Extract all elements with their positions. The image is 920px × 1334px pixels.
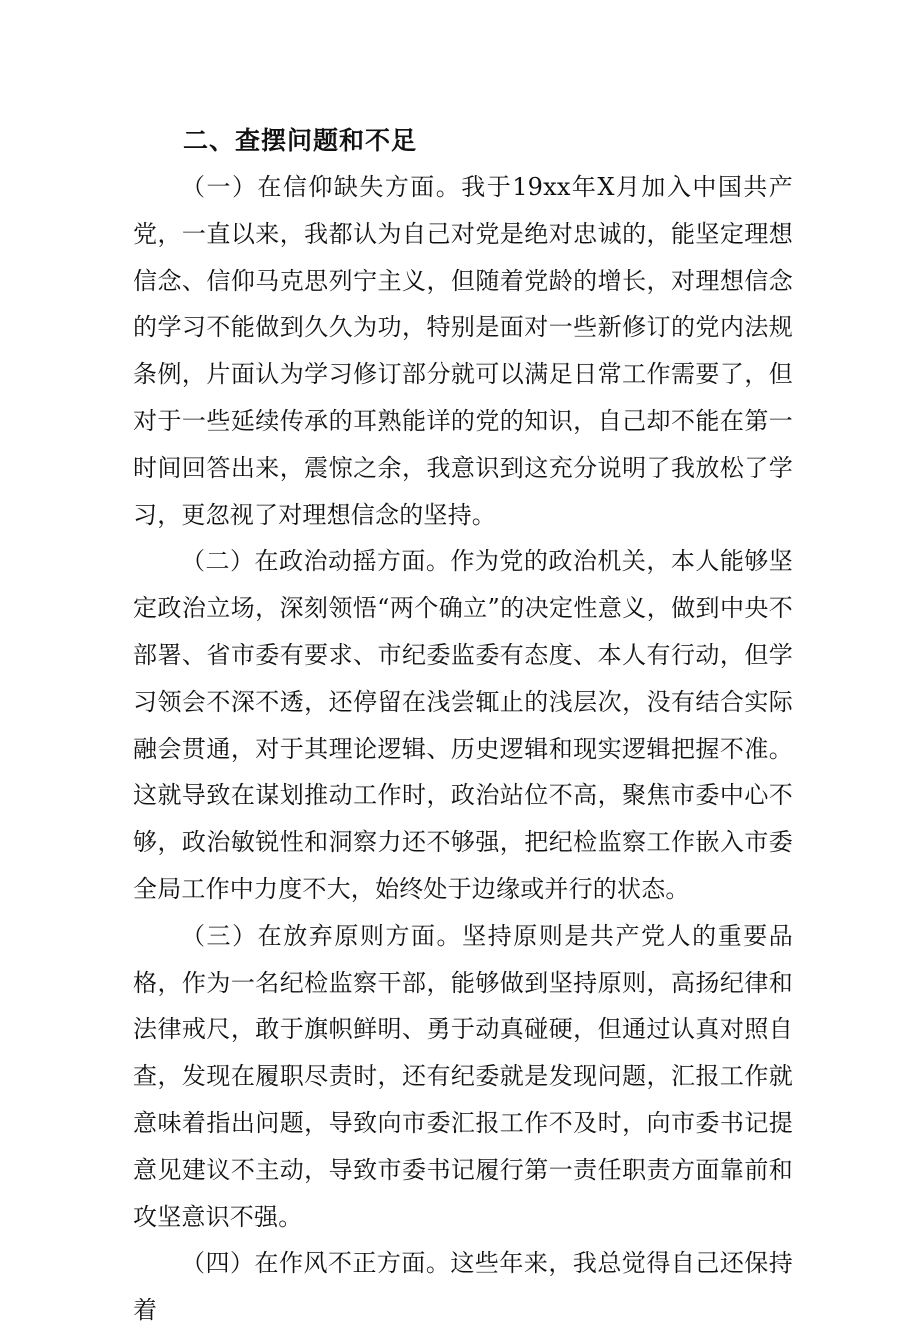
section-heading: 二、查摆问题和不足 — [183, 126, 418, 155]
paragraph-principle: （三）在放弃原则方面。坚持原则是共产党人的重要品格，作为一名纪检监察干部，能够做到坚持原则，高扬纪律和法律戒尺，敢于旗帜鲜明、勇于动真碰硬，但通过认真对照自查，发现在履职尽责时，还有纪委就是发现问题，汇报工作就意味着指出问题，导致向市委汇报工作不及时，向市委书记提意见建议不主动，导致市委书记履行第一责任职责方面靠前和攻坚意识不强。 — [133, 921, 793, 1231]
paragraph-faith: （一）在信仰缺失方面。我于19xx年X月加入中国共产党，一直以来，我都认为自己对党是绝对忠诚的，能坚定理想信念、信仰马克思列宁主义，但随着党龄的增长，对理想信念的学习不能做到久久为功，特别是面对一些新修订的党内法规条例，片面认为学习修订部分就可以满足日常工作需要了，但对于一些延续传承的耳熟能详的党的知识，自己却不能在第一时间回答出来，震惊之余，我意识到这充分说明了我放松了学习，更忽视了对理想信念的坚持。 — [133, 173, 793, 529]
document-body — [133, 118, 793, 1334]
paragraph-political: （二）在政治动摇方面。作为党的政治机关，本人能够坚定政治立场，深刻领悟“两个确立”的决定性意义，做到中央不部署、省市委有要求、市纪委监委有态度、本人有行动，但学习领会不深不透，还停留在浅尝辄止的浅层次，没有结合实际融会贯通，对于其理论逻辑、历史逻辑和现实逻辑把握不准。这就导致在谋划推动工作时，政治站位不高，聚焦市委中心不够，政治敏锐性和洞察力还不够强，把纪检监察工作嵌入市委全局工作中力度不大，始终处于边缘或并行的状态。 — [133, 547, 793, 903]
paragraph-style: （四）在作风不正方面。这些年来，我总觉得自己还保持着 — [133, 1249, 793, 1325]
